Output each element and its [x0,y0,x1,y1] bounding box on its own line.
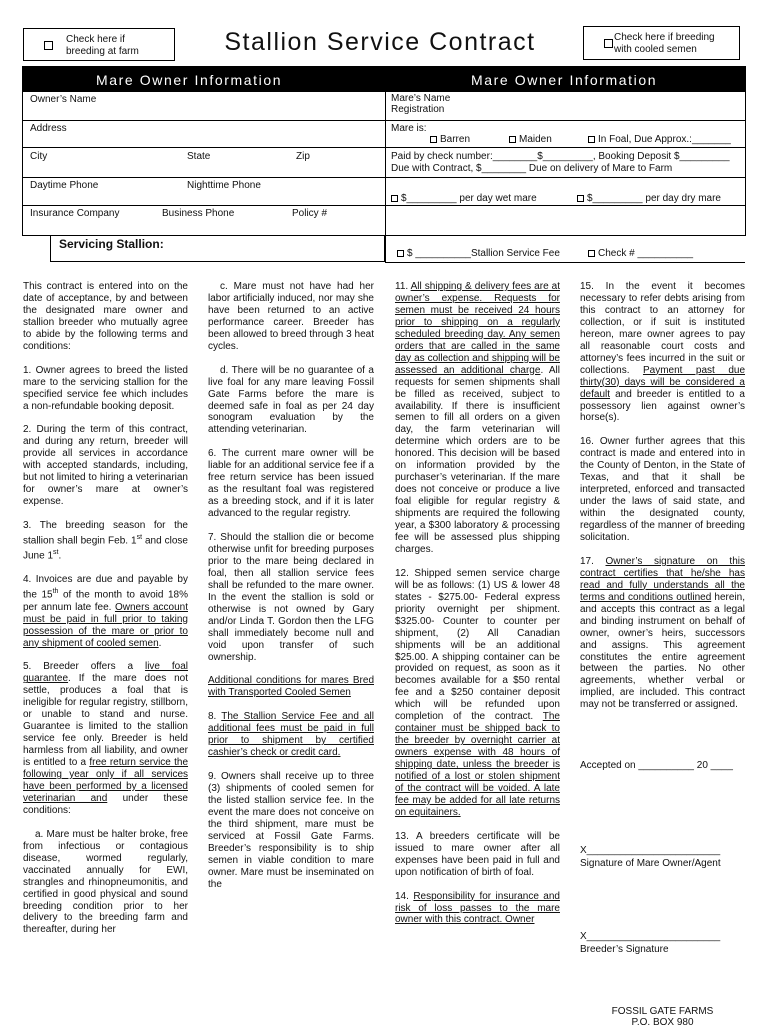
owner-signature-label: Signature of Mare Owner/Agent [580,858,721,869]
business-phone-field[interactable]: Business Phone [162,208,235,219]
zip-field[interactable]: Zip [296,151,310,162]
term-2: 2. During the term of this contract, and during any return, breeder will provide all services in accordance with accepted standards, including, but not limited to hiring a veterinarian for owner’s mare at owner’s expense. [23,424,188,508]
band-left-heading: Mare Owner Information [96,72,283,88]
accepted-on-field[interactable]: Accepted on __________ 20 ____ [580,760,733,771]
barren-option[interactable]: Barren [430,134,470,145]
owner-name-field[interactable]: Owner’s Name [30,94,97,105]
paid-by-check-field[interactable]: Paid by check number:________$_________, Booking Deposit $_________ [391,151,730,162]
stallion-fee-option[interactable]: $ __________Stallion Service Fee [397,248,560,259]
in-foal-checkbox[interactable] [588,136,595,143]
term-17: 17. Owner’s signature on this contract certifies that he/she has read and fully understands all the terms and conditions outlined herein, and accepts this contract as a legal and binding instrument on behalf of owner, owner’s heirs, successors and assigns. This agreement constitutes the entire agreement between the parties. No other agreements, whether verbal or implied, are included. This contract may not be transferred or assigned. [580,555,745,711]
term-8: 8. The Stallion Service Fee and all additional fees must be paid in full prior to shipment by certified cashier’s check or credit card. [208,711,374,759]
servicing-stallion-label: Servicing Stallion: [59,237,164,251]
mare-name-field[interactable]: Mare’s Name [391,93,451,104]
address-field[interactable]: Address [30,123,67,134]
registration-field[interactable]: Registration [391,104,445,115]
farm-po-box: P.O. BOX 980 [631,1017,694,1028]
check-number-checkbox[interactable] [588,250,595,257]
policy-number-field[interactable]: Policy # [292,208,328,219]
due-with-contract-field[interactable]: Due with Contract, $________ Due on delivery of Mare to Farm [391,163,673,174]
in-foal-option[interactable]: In Foal, Due Approx.:_______ [588,134,731,145]
dry-mare-checkbox[interactable] [577,195,584,202]
maiden-option[interactable]: Maiden [509,134,552,145]
owner-signature-line[interactable]: X________________________ [580,845,721,856]
breeding-at-farm-label: Check here if breeding at farm [66,34,139,57]
term-14: 14. Responsibility for insurance and risk of loss passes to the mare owner with this contract. Owner [395,890,560,926]
cooled-semen-heading: Additional conditions for mares Bred with Transported Cooled Semen [208,675,374,699]
daytime-phone-field[interactable]: Daytime Phone [30,180,99,191]
term-13: 13. A breeders certificate will be issued to mare owner after all expenses have been paid in full and upon notification of birth of foal. [395,830,560,878]
term-11: 11. All shipping & delivery fees are at owner’s expense. Requests for semen must be received 24 hours prior to shipping on a regularly scheduled breeding day. Any semen orders that are called in the same day as collection and shipping will be assessed an additional charge. All requests for semen shipments shall be filled as received, subject to availability. If there is insufficient semen to fill all orders on a given day, the farm veterinarian will determine which orders are to be honored. This decision will be based on information provided by the purchaser’s veterinarian. If the mare does not conceive or produce a live foal eligible for regular registry & shipments are required the following year, a $300 laboratory & processing fee will be assessed plus shipping charges. [395,281,561,555]
term-4: 4. Invoices are due and payable by the 15th of the month to avoid 18% per annum late fee. Owners account must be paid in full prior to taking possession of the mare or prior to any shipment of cooled semen. [23,574,188,649]
terms-column-3 [395,281,560,938]
maiden-checkbox[interactable] [509,136,516,143]
row-line [385,235,745,236]
terms-column-2 [208,281,374,902]
mare-is-label: Mare is: [391,123,427,134]
row-line [22,205,745,206]
term-6: 6. The current mare owner will be liable for an additional service fee if a free return service has been issued as the resultant foal was registered as a breeding stock, and if it is later advanced to the regular registry. [208,448,374,520]
term-9: 9. Owners shall receive up to three (3) shipments of cooled semen for the listed stallion service fee. In the event the mare does not conceive on the third shipment, mare must be serviced at Fossil Gate Farms. Breeder’s responsibility is to ship semen in viable condition to mare owner. Mare must be inseminated on the [208,770,374,890]
term-15: 15. In the event it becomes necessary to refer debts arising from this contract to an attorney for collection, or if suit is instituted hereon, mare owner agrees to pay all reasonable court costs and attorney’s fees incurred in the suit or collections. Payment past due thirty(30) days will be considered a default and breeder is entitled to a possessory lien against owner’s horse(s). [580,281,746,424]
dry-mare-option[interactable]: $_________ per day dry mare [577,193,721,204]
term-7: 7. Should the stallion die or become otherwise unfit for breeding purposes prior to the mare being declared in foal, then all stallion service fees shall be refunded to the mare owner. In the event the stallion is sold or otherwise is not owned by Gary and/or Linda T. Gordon then the LFG shall immediately become null and void upon transfer of such ownership. [208,531,374,663]
term-1: 1. Owner agrees to breed the listed mare to the servicing stallion for the specified service fee which includes a non-refundable booking deposit. [23,364,188,412]
page-title: Stallion Service Contract [224,28,536,56]
term-3: 3. The breeding season for the stallion shall begin Feb. 1st and close June 1st. [23,520,188,562]
row-line [22,147,745,148]
cooled-semen-label: Check here if breeding with cooled semen [614,32,715,55]
breeder-signature-label: Breeder’s Signature [580,944,669,955]
section-band [22,66,746,92]
term-5: 5. Breeder offers a live foal guarantee. If the mare does not settle, produces a foal that is ineligible for regular registry, stillborn, or unable to stand and nurse. Guarantee is limited to the stallion service fee only. Breeder is held harmless from all liability, and owner is entitled to a free return service the following year only if all services have been performed by a licensed veterinarian and under these conditions: [23,661,189,816]
stallion-fee-checkbox[interactable] [397,250,404,257]
condition-c: c. Mare must not have had her labor artificially induced, nor may she have been returned to an active performance career. Breeder has been allowed to breed through 3 heat cycles. [208,281,374,352]
terms-column-1 [23,281,188,948]
condition-d: d. There will be no guarantee of a live foal for any mare leaving Fossil Gate Farms before the mare is deemed safe in foal as per 24 day sonogram evaluation by the attending veterinarian. [208,364,374,436]
row-line [22,177,745,178]
terms-column-4 [580,281,745,723]
insurance-company-field[interactable]: Insurance Company [30,208,120,219]
state-field[interactable]: State [187,151,211,162]
check-number-option[interactable]: Check # __________ [588,248,693,259]
band-right-heading: Mare Owner Information [471,72,658,88]
city-field[interactable]: City [30,151,48,162]
farm-name: FOSSIL GATE FARMS [611,1006,714,1017]
nighttime-phone-field[interactable]: Nighttime Phone [187,180,261,191]
wet-mare-checkbox[interactable] [391,195,398,202]
term-12: 12. Shipped semen service charge will be as follows: (1) US & lower 48 states - $275.00- Federal express priority overnight per shipment. $325.00- Counter to counter per shipment, (2) All Canadian shipments will be an additional $25.00. A shipping container can be provided on request, as soon as it becomes available for a $50 rental fee and a $250 container deposit which will be refunded upon completion of the contract. The container must be shipped back to the breeder by overnight carrier at owners expense with 48 hours of shipping date, unless the breeder is notified of a lost or stolen shipment of the contract will be voided. A late fee may be added for all late returns on equitainers. [395,567,560,818]
row-line [22,120,386,121]
cooled-semen-checkbox[interactable] [604,39,613,48]
condition-a: a. Mare must be halter broke, free from infectious or contagious disease, wormed regularly, vaccinated annually for EWI, strangles and rhinopneumonitis, and certified in good physical and sound breeding condition prior to her delivery to the breeding farm and thereafter, during her [23,828,188,936]
row-line [385,262,745,263]
row-line [385,120,745,121]
breeder-signature-line[interactable]: X________________________ [580,931,721,942]
term-16: 16. Owner further agrees that this contract is made and entered into in the County of Denton, in the State of Texas, and that it shall be interpreted, enforced and transacted under the laws of said state, and within the designated county, regardless of the manner of breeding solicitation. [580,436,745,543]
intro-paragraph: This contract is entered into on the date of acceptance, by and between the designated mare owner and stallion breeder who mutually agree to abide by the following terms and conditions: [23,281,188,352]
barren-checkbox[interactable] [430,136,437,143]
breeding-at-farm-checkbox[interactable] [44,41,53,50]
breeding-at-farm-checkbox-box [23,28,175,61]
wet-mare-option[interactable]: $_________ per day wet mare [391,193,537,204]
cooled-semen-checkbox-box [583,26,740,60]
servicing-stallion-box [50,235,385,262]
